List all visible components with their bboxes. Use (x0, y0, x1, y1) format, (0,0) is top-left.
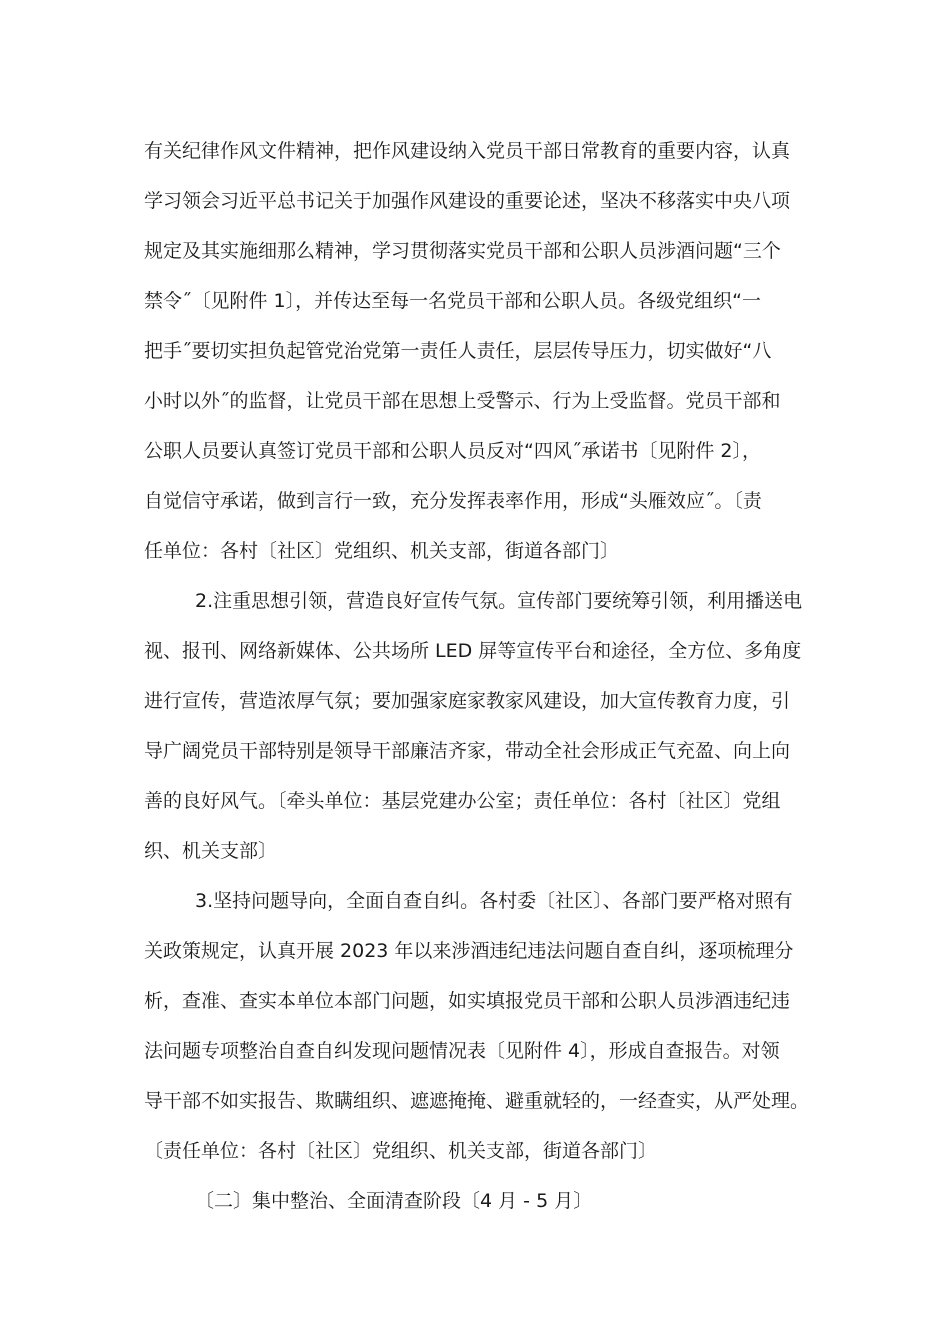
text-line-19: 法问题专项整治自查自纠发现问题情况表〔见附件 4〕，形成自查报告。对领 (144, 1040, 780, 1062)
text-line-1: 有关纪律作风文件精神，把作风建设纳入党员干部日常教育的重要内容，认真 (144, 140, 791, 162)
text-line-18: 析，查准、查实本单位本部门问题，如实填报党员干部和公职人员涉酒违纪违 (144, 990, 791, 1012)
text-line-20: 导干部不如实报告、欺瞒组织、遮遮掩掩、避重就轻的，一经查实，从严处理。 (144, 1090, 810, 1112)
text-line-8: 自觉信守承诺，做到言行一致，充分发挥表率作用，形成“头雁效应˝。〔责 (144, 490, 762, 512)
document-body (144, 126, 814, 1226)
text-line-21: 〔责任单位：各村〔社区〕党组织、机关支部，街道各部门〕 (144, 1140, 658, 1162)
text-line-14: 善的良好风气。〔牵头单位：基层党建办公室；责任单位：各村〔社区〕党组 (144, 790, 781, 812)
text-line-2: 学习领会习近平总书记关于加强作风建设的重要论述，坚决不移落实中央八项 (144, 190, 791, 212)
text-line-15: 织、机关支部〕 (144, 840, 278, 862)
paragraph-2-heading-line: 2.注重思想引领，营造良好宣传气氛。宣传部门要统筹引领，利用播送电 (195, 590, 803, 612)
text-line-11: 视、报刊、网络新媒体、公共场所 LED 屏等宣传平台和途径，全方位、多角度 (144, 640, 802, 662)
text-line-17: 关政策规定，认真开展 2023 年以来涉酒违纪违法问题自查自纠，逐项梳理分 (144, 940, 794, 962)
text-line-3: 规定及其实施细那么精神，学习贯彻落实党员干部和公职人员涉酒问题“三个 (144, 240, 781, 262)
text-line-5: 把手˝要切实担负起管党治党第一责任人责任，层层传导压力，切实做好“八 (144, 340, 772, 362)
text-line-4: 禁令˝〔见附件 1〕，并传达至每一名党员干部和公职人员。各级党组织“一 (144, 290, 761, 312)
text-line-6: 小时以外˝的监督，让党员干部在思想上受警示、行为上受监督。党员干部和 (144, 390, 781, 412)
text-line-9: 任单位：各村〔社区〕党组织、机关支部，街道各部门〕 (144, 540, 620, 562)
section-heading: 〔二〕集中整治、全面清查阶段〔4 月 - 5 月〕 (195, 1190, 593, 1212)
text-line-13: 导广阔党员干部特别是领导干部廉洁齐家，带动全社会形成正气充盈、向上向 (144, 740, 791, 762)
paragraph-3-heading-line: 3.坚持问题导向，全面自查自纠。各村委〔社区〕、各部门要严格对照有 (195, 890, 793, 912)
text-line-7: 公职人员要认真签订党员干部和公职人员反对“四风˝承诺书〔见附件 2〕， (144, 440, 761, 462)
text-line-12: 进行宣传，营造浓厚气氛；要加强家庭家教家风建设，加大宣传教育力度，引 (144, 690, 791, 712)
